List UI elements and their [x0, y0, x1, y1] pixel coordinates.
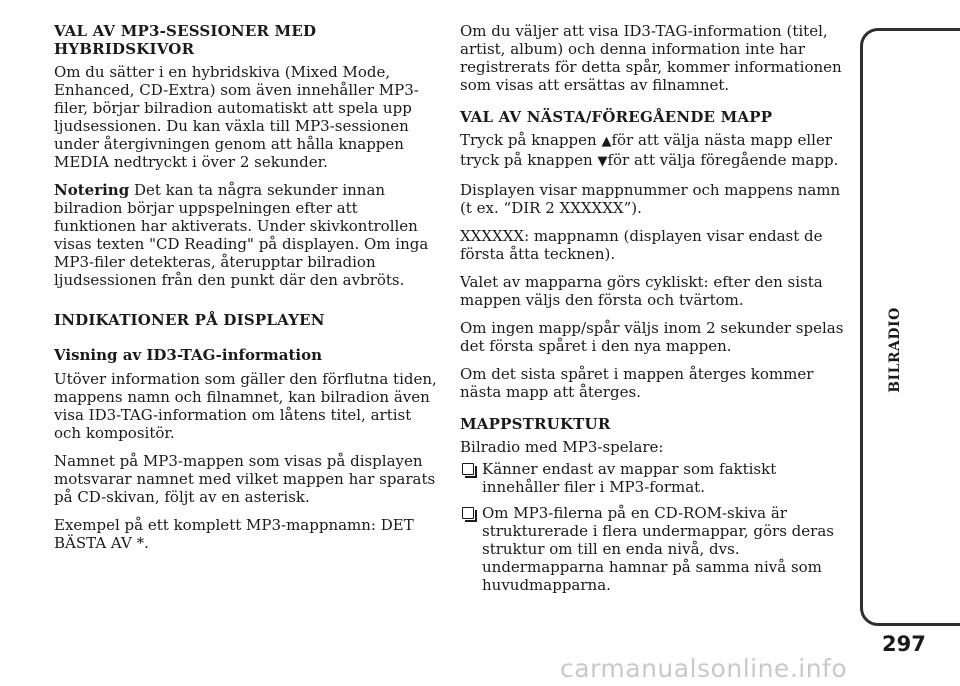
tryck-text-1: Tryck på knappen	[460, 131, 602, 149]
paragraph-displayen: Displayen visar mappnummer och mappens namn (t ex. “DIR 2 XXXXXX”).	[460, 181, 841, 217]
heading-visning: Visning av ID3-TAG-information	[54, 346, 322, 364]
note-label: Notering	[54, 181, 130, 199]
paragraph-exempel: Exempel på ett komplett MP3-mappnamn: DET BÄSTA AV *.	[54, 516, 414, 552]
list-item	[460, 504, 846, 594]
paragraph-om-ingen: Om ingen mapp/spår väljs inom 2 sekunder spelas det första spåret i den nya mappen.	[460, 319, 844, 355]
tryck-text-3: för att välja föregående mapp.	[607, 151, 839, 169]
paragraph-xxxxxx: XXXXXX: mappnamn (displayen visar endast de första åtta tecknen).	[460, 227, 823, 263]
paragraph-notering	[54, 181, 440, 289]
heading-indikationer: INDIKATIONER PÅ DISPLAYEN	[54, 311, 325, 329]
chapter-label-text: BILRADIO	[887, 307, 904, 393]
page-number: 297	[882, 632, 926, 656]
left-column	[54, 22, 440, 562]
checkbox-bullet-icon	[462, 463, 474, 475]
heading-nasta-foregaende: VAL AV NÄSTA/FÖREGÅENDE MAPP	[460, 108, 773, 126]
bullet-text: Om MP3-filerna på en CD-ROM-skiva är strukturerade i flera undermappar, görs deras struktur om till en enda nivå, dvs. undermapparna hamnar på samma nivå som huvudmapparna.	[482, 504, 834, 594]
chapter-label	[875, 300, 915, 400]
paragraph-bilradio: Bilradio med MP3-spelare:	[460, 438, 664, 456]
bullet-text: Känner endast av mappar som faktiskt innehåller filer i MP3-format.	[482, 460, 777, 496]
paragraph-namnet: Namnet på MP3-mappen som visas på displayen motsvarar namnet med vilket mappen har sparats på CD-skivan, följt av en asterisk.	[54, 452, 436, 506]
paragraph-om-det-sista: Om det sista spåret i mappen återges kommer nästa mapp att återges.	[460, 365, 814, 401]
heading-mappstruktur: MAPPSTRUKTUR	[460, 415, 611, 433]
list-item	[460, 460, 846, 496]
right-column	[460, 22, 846, 602]
bullet-list	[460, 460, 846, 594]
tryck-text-2: för att välja nästa mapp eller tryck på knappen	[460, 131, 832, 169]
watermark: carmanualsonline.info	[560, 654, 848, 683]
paragraph-hybrid: Om du sätter i en hybridskiva (Mixed Mode, Enhanced, CD-Extra) som även innehåller MP3-filer, börjar bilradion automatiskt att spela upp ljudsessionen. Du kan växla till MP3-sessionen under återgivningen genom att hålla knappen MEDIA nedtryckt i över 2 sekunder.	[54, 63, 419, 171]
checkbox-bullet-icon	[462, 507, 474, 519]
paragraph-utover: Utöver information som gäller den förflutna tiden, mappens namn och filnamnet, kan bilradion även visa ID3-TAG-information om låtens titel, artist och kompositör.	[54, 370, 437, 442]
note-text: Det kan ta några sekunder innan bilradion börjar uppspelningen efter att funktionen har aktiverats. Under skivkontrollen visas texten "CD Reading" på displayen. Om inga MP3-filer detekteras, återupptar bilradion ljudsessionen från den punkt där den avbröts.	[54, 181, 429, 289]
paragraph-om-du-valjer: Om du väljer att visa ID3-TAG-information (titel, artist, album) och denna information inte har registrerats för detta spår, kommer informationen som visas att ersättas av filnamnet.	[460, 22, 842, 94]
heading-val-av-mp3: VAL AV MP3-SESSIONER MED HYBRIDSKIVOR	[54, 22, 317, 58]
paragraph-valet: Valet av mapparna görs cykliskt: efter den sista mappen väljs den första och tvärtom.	[460, 273, 823, 309]
arrow-up-icon: ▲	[601, 134, 612, 149]
arrow-down-icon: ▼	[597, 154, 608, 169]
paragraph-tryck	[460, 131, 846, 171]
